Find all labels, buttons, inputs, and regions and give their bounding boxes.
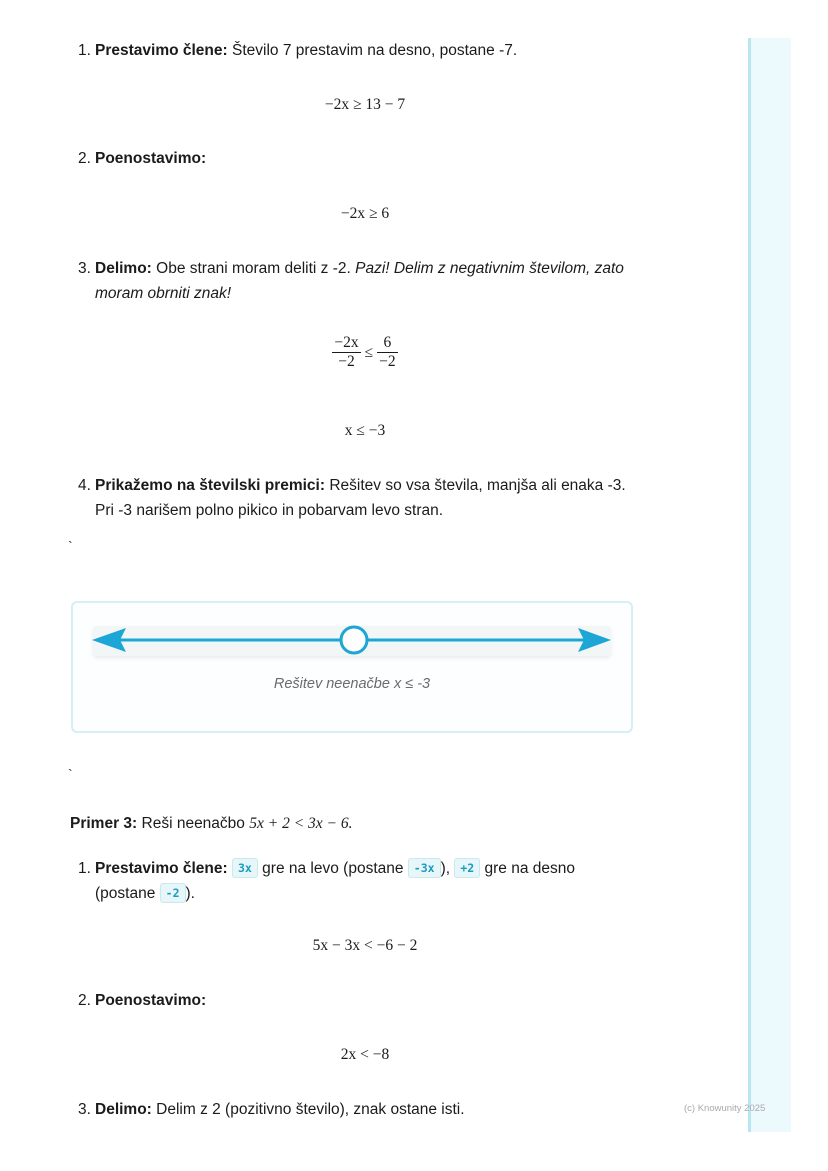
equation-4: x ≤ −3	[344, 422, 386, 439]
example-label: Primer 3:	[70, 815, 138, 832]
operator: ≤	[364, 343, 374, 361]
term-chip: +2	[454, 858, 480, 878]
step-warning: Pazi! Delim z negativnim številom, zato moram obrniti znak!	[95, 260, 624, 302]
example-text: Reši neenačbo	[137, 815, 250, 832]
step-number: 4.	[78, 477, 91, 494]
example-equation: 5x + 2 < 3x − 6.	[249, 815, 353, 832]
denominator: −2	[338, 353, 355, 370]
step-text: Obe strani moram deliti z -2.	[151, 260, 356, 277]
step-title: Prestavimo člene:	[95, 860, 228, 877]
step-title: Delimo:	[95, 260, 152, 277]
step-title: Delimo:	[95, 1101, 152, 1118]
step-number: 3.	[78, 1101, 91, 1118]
step-title: Poenostavimo:	[95, 992, 207, 1009]
step-text: Delim z 2 (pozitivno število), znak ostane isti.	[151, 1101, 465, 1118]
fraction-right	[377, 334, 398, 371]
point-marker	[341, 627, 367, 653]
stray-backtick: `	[68, 538, 73, 554]
example-3-step-1	[78, 856, 638, 906]
step-number: 1.	[78, 42, 91, 59]
step-text: ).	[185, 885, 195, 902]
number-line-caption: Rešitev neenačbe x ≤ -3	[273, 676, 431, 692]
step-4	[78, 473, 638, 523]
equation-5: 5x − 3x < −6 − 2	[312, 937, 418, 954]
step-2	[78, 146, 638, 171]
term-chip: -2	[160, 883, 186, 903]
term-chip: -3x	[408, 858, 441, 878]
denominator: −2	[379, 353, 396, 370]
right-sidebar-strip	[748, 38, 791, 1132]
step-title: Prestavimo člene:	[95, 42, 228, 59]
example-3-step-3	[78, 1097, 638, 1122]
equation-1: −2x ≥ 13 − 7	[324, 96, 406, 113]
step-number: 3.	[78, 260, 91, 277]
number-line	[90, 620, 615, 660]
fraction-left	[332, 334, 360, 371]
step-text: ),	[440, 860, 455, 877]
stray-backtick: `	[68, 766, 73, 782]
numerator: −2x	[334, 334, 359, 351]
example-3-heading	[70, 815, 353, 833]
step-number: 2.	[78, 150, 91, 167]
step-text: Rešitev so vsa števila, manjša ali enaka -3. Pri -3 narišem polno pikico in pobarvam levo stran.	[95, 477, 626, 519]
step-title: Poenostavimo:	[95, 150, 207, 167]
term-chip: 3x	[232, 858, 258, 878]
numerator: 6	[377, 334, 398, 353]
equation-6: 2x < −8	[340, 1046, 390, 1063]
step-number: 1.	[78, 860, 91, 877]
step-1	[78, 38, 638, 63]
watermark: (c) Knowunity 2025	[684, 1103, 766, 1114]
step-3	[78, 256, 638, 306]
step-text: gre na levo (postane	[257, 860, 408, 877]
step-number: 2.	[78, 992, 91, 1009]
equation-2: −2x ≥ 6	[340, 205, 390, 222]
step-text: Število 7 prestavim na desno, postane -7.	[227, 42, 518, 59]
equation-3	[0, 334, 730, 371]
step-title: Prikažemo na številski premici:	[95, 477, 326, 494]
example-3-step-2	[78, 988, 638, 1013]
step-text: gre na desno (postane	[95, 860, 576, 902]
